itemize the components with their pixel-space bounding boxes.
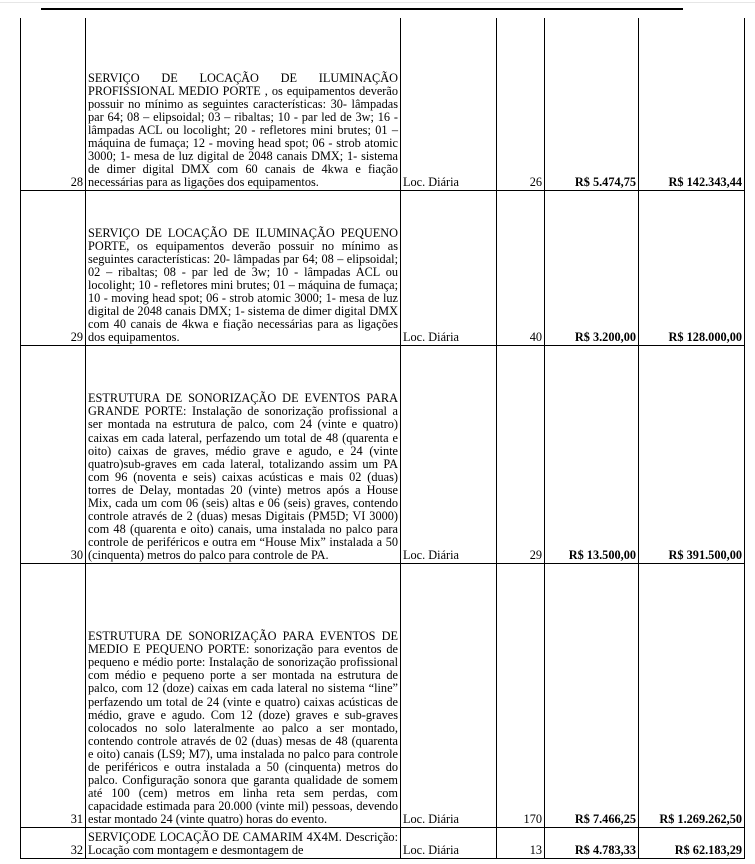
- item-unit: Loc. Diária: [401, 345, 497, 563]
- item-unit-price: R$ 7.466,25: [545, 563, 639, 827]
- item-total: R$ 142.343,44: [639, 18, 745, 190]
- item-quantity: 29: [497, 345, 545, 563]
- header-divider-rule: [41, 8, 683, 10]
- item-quantity: 40: [497, 190, 545, 345]
- item-number: 32: [21, 827, 86, 858]
- page-top-edge: [0, 2, 755, 3]
- item-description: SERVIÇO DE LOCAÇÃO DE ILUMINAÇÃO PEQUENO PORTE, os equipamentos deverão possuir no mínimo as seguintes características: 20- lâmpadas par 64; 08 – elipsoidal; 02 – ribaltas; 08 - par led de 3w; 10 - lâmpadas ACL ou locolight; 10 - refletores mini brutes; 01 – máquina de fumaça; 10 - moving head spot; 06 - strob atomic 3000; 1- mesa de luz digital de 2048 canais DMX; 1- sistema de dimer digital DMX com 40 canais de 4kwa e fiação necessárias para as ligações dos equipamentos.: [86, 190, 401, 345]
- item-unit: Loc. Diária: [401, 18, 497, 190]
- item-unit: Loc. Diária: [401, 190, 497, 345]
- item-unit: Loc. Diária: [401, 563, 497, 827]
- table-row-item-32: [21, 827, 745, 858]
- item-unit-price: R$ 5.474,75: [545, 18, 639, 190]
- item-unit-price: R$ 3.200,00: [545, 190, 639, 345]
- price-table: [20, 18, 745, 859]
- item-description: ESTRUTURA DE SONORIZAÇÃO DE EVENTOS PARA GRANDE PORTE: Instalação de sonorização profissional a ser montada na estrutura de palco, com 24 (vinte e quatro) caixas em cada lateral, perfazendo um total de 48 (quarenta e oito) caixas de graves, médio grave e agudo, e 24 (vinte quatro)sub-graves em cada lateral, totalizando assim um PA com 96 (noventa e seis) caixas acústicas e mais 02 (duas) torres de Delay, montadas 20 (vinte) metros após a House Mix, cada um com 06 (seis) altas e 06 (seis) graves, contendo controle através de 2 (duas) mesas Digitais (PM5D; VI 3000) com 48 (quarenta e oito) canais, uma instalada no palco para controle de periféricos e outra em “House Mix” instalada a 50 (cinquenta) metros do palco para controle de PA.: [86, 345, 401, 563]
- item-number: 31: [21, 563, 86, 827]
- item-quantity: 26: [497, 18, 545, 190]
- item-total: R$ 391.500,00: [639, 345, 745, 563]
- item-number: 28: [21, 18, 86, 190]
- item-description: ESTRUTURA DE SONORIZAÇÃO PARA EVENTOS DE MEDIO E PEQUENO PORTE: sonorização para eventos de pequeno e médio porte: Instalação de sonorização profissional com médio e pequeno porte a ser montada na estrutura de palco, com 12 (doze) caixas em cada lateral no sistema “line” perfazendo um total de 24 (vinte e quatro) caixas acústicas de médio, grave e agudo. Com 12 (doze) graves e sub-graves colocados no solo lateralmente ao palco a ser montado, contendo controle através de 02 (duas) mesas de 48 (quarenta e oito) canais (LS9; M7), uma instalada no palco para controle de periféricos e outra instalada a 50 (cinquenta) metros do palco. Configuração sonora que garanta qualidade de somem até 100 (cem) metros em linha reta sem perdas, com capacidade estimada para 20.000 (vinte mil) pessoas, devendo estar montado 24 (vinte quatro) horas do evento.: [86, 563, 401, 827]
- table-row-item-28: [21, 18, 745, 190]
- item-total: R$ 128.000,00: [639, 190, 745, 345]
- item-unit-price: R$ 13.500,00: [545, 345, 639, 563]
- item-number: 30: [21, 345, 86, 563]
- item-number: 29: [21, 190, 86, 345]
- page-header-cut-text: [190, 0, 310, 4]
- item-unit-price: R$ 4.783,33: [545, 827, 639, 858]
- table-row-item-30: [21, 345, 745, 563]
- item-total: R$ 62.183,29: [639, 827, 745, 858]
- item-unit: Loc. Diária: [401, 827, 497, 858]
- table-row-item-29: [21, 190, 745, 345]
- item-description: SERVIÇODE LOCAÇÃO DE CAMARIM 4X4M. Descrição: Locação com montagem e desmontagem de: [86, 827, 401, 858]
- table-row-item-31: [21, 563, 745, 827]
- item-quantity: 170: [497, 563, 545, 827]
- item-total: R$ 1.269.262,50: [639, 563, 745, 827]
- item-description: SERVIÇO DE LOCAÇÃO DE ILUMINAÇÃO PROFISSIONAL MEDIO PORTE , os equipamentos deverão possuir no mínimo as seguintes características: 30- lâmpadas par 64; 08 – elipsoidal; 03 – ribaltas; 10 - par led de 3w; 16 - lâmpadas ACL ou locolight; 20 - refletores mini brutes; 01 – máquina de fumaça; 12 - moving head spot; 06 - strob atomic 3000; 1- mesa de luz digital de 2048 canais DMX; 1- sistema de dimer digital DMX com 60 canais de 4kwa e fiação necessárias para as ligações dos equipamentos.: [86, 18, 401, 190]
- item-quantity: 13: [497, 827, 545, 858]
